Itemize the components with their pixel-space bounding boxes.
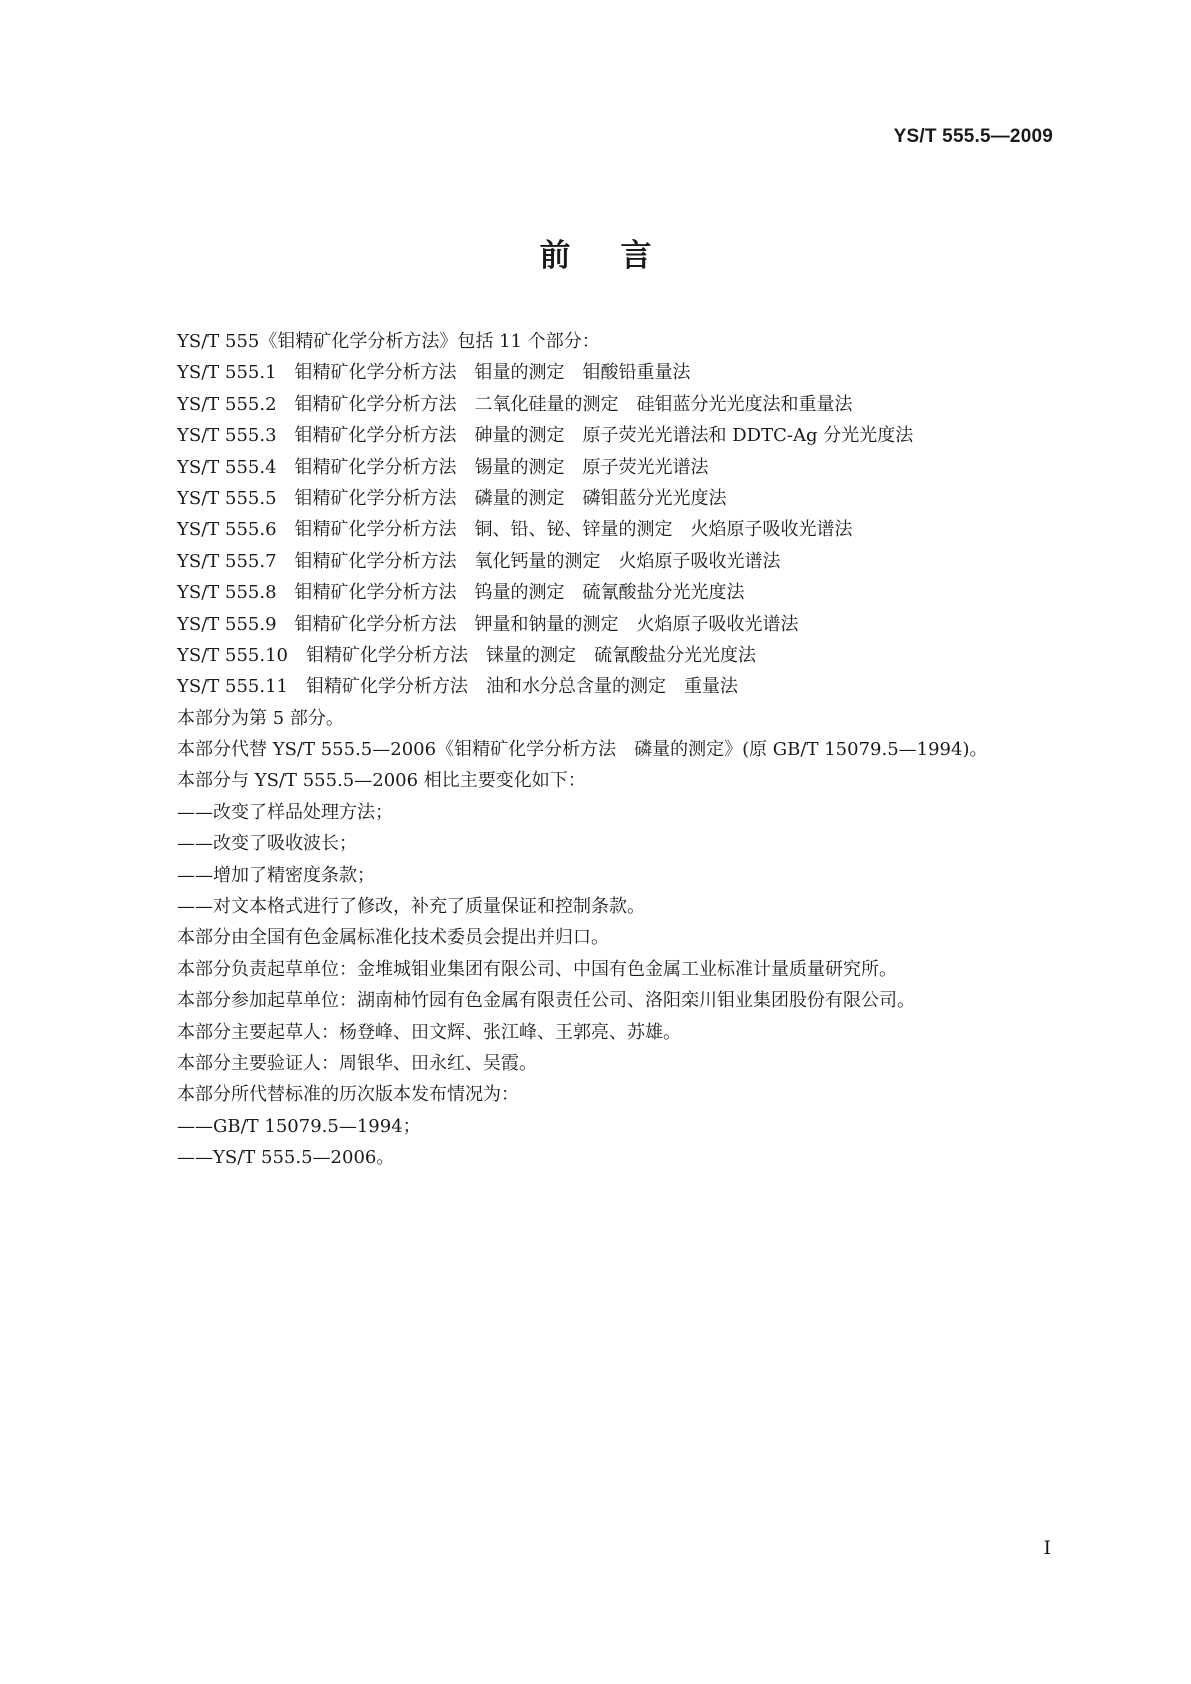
change-item: ——增加了精密度条款； xyxy=(177,864,375,886)
part-4-line: YS/T 555.4 钼精矿化学分析方法 锡量的测定 原子荧光光谱法 xyxy=(177,456,709,478)
change-item: ——改变了样品处理方法； xyxy=(177,801,393,823)
part-3-line: YS/T 555.3 钼精矿化学分析方法 砷量的测定 原子荧光光谱法和 DDTC-Ag 分光光度法 xyxy=(177,425,914,447)
change-item: ——对文本格式进行了修改，补充了质量保证和控制条款。 xyxy=(177,896,645,918)
part-10-line: YS/T 555.10 钼精矿化学分析方法 铼量的测定 硫氰酸盐分光光度法 xyxy=(177,644,756,666)
part-9-line: YS/T 555.9 钼精矿化学分析方法 钾量和钠量的测定 火焰原子吸收光谱法 xyxy=(177,613,799,635)
drafters-line: 本部分主要起草人：杨登峰、田文辉、张江峰、王郭亮、苏雄。 xyxy=(177,1021,681,1043)
part-8-line: YS/T 555.8 钼精矿化学分析方法 钨量的测定 硫氰酸盐分光光度法 xyxy=(177,582,745,604)
participating-unit-line: 本部分参加起草单位：湖南柿竹园有色金属有限责任公司、洛阳栾川钼业集团股份有限公司。 xyxy=(177,990,915,1012)
changes-intro-line: 本部分与 YS/T 555.5—2006 相比主要变化如下： xyxy=(177,770,586,792)
verifiers-line: 本部分主要验证人：周银华、田永红、吴霞。 xyxy=(177,1052,537,1074)
part-1-line: YS/T 555.1 钼精矿化学分析方法 钼量的测定 钼酸铅重量法 xyxy=(177,362,691,384)
drafting-unit-line: 本部分负责起草单位：金堆城钼业集团有限公司、中国有色金属工业标准计量质量研究所。 xyxy=(177,958,897,980)
part-6-line: YS/T 555.6 钼精矿化学分析方法 铜、铅、铋、锌量的测定 火焰原子吸收光谱法 xyxy=(177,519,853,541)
part-statement-line: 本部分为第 5 部分。 xyxy=(177,707,344,729)
history-item: ——GB/T 15079.5—1994； xyxy=(177,1115,421,1137)
standard-number: YS/T 555.5—2009 xyxy=(893,126,1053,147)
replacement-line: 本部分代替 YS/T 555.5—2006《钼精矿化学分析方法 磷量的测定》(原 GB/T 15079.5—1994)。 xyxy=(177,739,988,761)
part-11-line: YS/T 555.11 钼精矿化学分析方法 油和水分总含量的测定 重量法 xyxy=(177,676,738,698)
committee-line: 本部分由全国有色金属标准化技术委员会提出并归口。 xyxy=(177,927,609,949)
history-item: ——YS/T 555.5—2006。 xyxy=(177,1147,395,1169)
part-2-line: YS/T 555.2 钼精矿化学分析方法 二氧化硅量的测定 硅钼蓝分光光度法和重量法 xyxy=(177,393,853,415)
page-number: I xyxy=(1043,1537,1051,1559)
foreword-body xyxy=(177,326,1077,1174)
part-7-line: YS/T 555.7 钼精矿化学分析方法 氧化钙量的测定 火焰原子吸收光谱法 xyxy=(177,550,781,572)
change-item: ——改变了吸收波长； xyxy=(177,833,357,855)
history-intro-line: 本部分所代替标准的历次版本发布情况为： xyxy=(177,1084,519,1106)
page-title: 前言 xyxy=(539,238,702,274)
intro-line: YS/T 555《钼精矿化学分析方法》包括 11 个部分： xyxy=(177,331,600,352)
part-5-line: YS/T 555.5 钼精矿化学分析方法 磷量的测定 磷钼蓝分光光度法 xyxy=(177,487,727,509)
